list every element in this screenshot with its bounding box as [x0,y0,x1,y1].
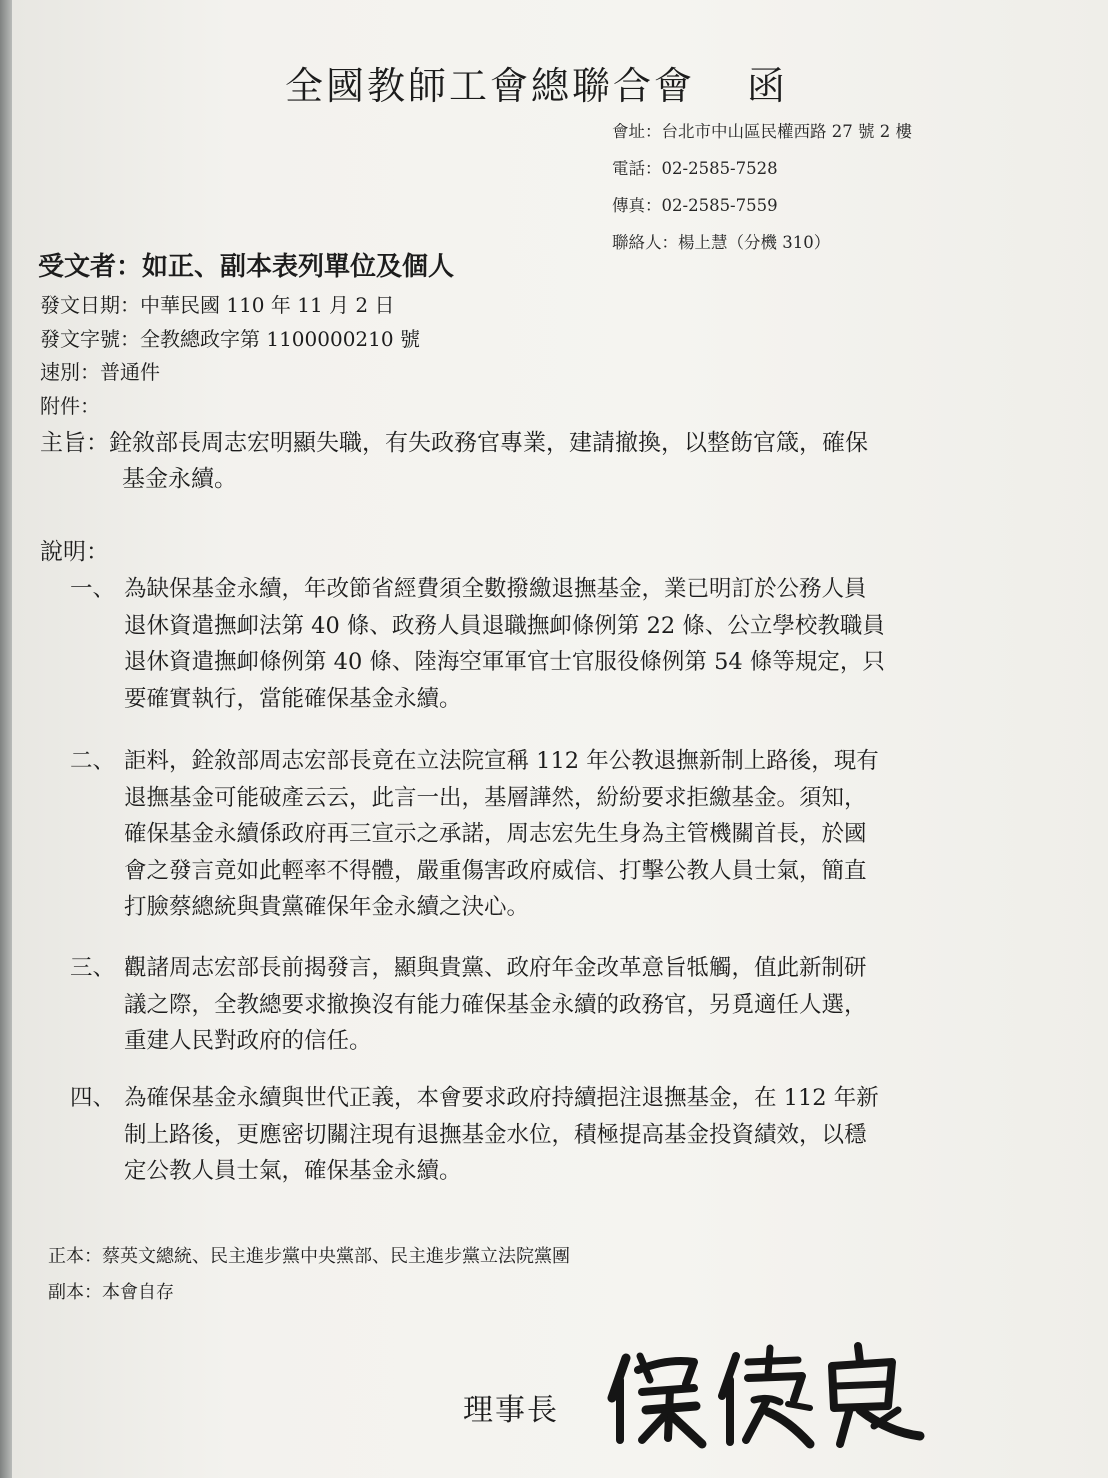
attachment: 附件： [40,394,100,418]
org-name: 全國教師工會總聯合會 [285,64,696,108]
explanation-item-2 [70,743,879,926]
subject [40,425,868,497]
item-line: 重建人民對政府的信任。 [124,1028,372,1054]
item-line: 退休資遣撫卹法第 40 條、政務人員退職撫卹條例第 22 條、公立學校教職員 [124,612,885,639]
item-line: 為缺保基金永續，年改節省經費須全數撥繳退撫基金，業已明訂於公務人員 [124,576,867,602]
original-recipients: 正本：蔡英文總統、民主進步黨中央黨部、民主進步黨立法院黨團 [48,1246,570,1267]
item-line: 要確實執行，當能確保基金永續。 [124,685,462,712]
item-line: 制上路後，更應密切關注現有退撫基金水位，積極提高基金投資績效，以穩 [124,1121,867,1148]
item-line: 退撫基金可能破產云云，此言一出，基層譁然，紛紛要求拒繳基金。須知， [124,784,867,811]
item-line: 會之發言竟如此輕率不得體，嚴重傷害政府威信、打擊公教人員士氣，簡直 [124,857,867,884]
signer-title: 理事長 [463,1393,559,1428]
item-line: 議之際，全教總要求撤換沒有能力確保基金永續的政務官，另覓適任人選， [124,991,867,1018]
phone-line: 電話：02-2585-7528 [612,159,778,178]
item-line: 打臉蔡總統與貴黨確保年金永續之決心。 [124,894,530,920]
item-line: 觀諸周志宏部長前揭發言，顯與貴黨、政府年金改革意旨牴觸，值此新制研 [124,955,867,981]
explanation-heading: 說明： [40,539,109,565]
chairman-signature [598,1340,928,1450]
item-line: 詎料，銓敘部周志宏部長竟在立法院宣稱 112 年公教退撫新制上路後，現有 [124,748,879,774]
explanation-item-1 [70,571,885,717]
issue-date: 發文日期：中華民國 110 年 11 月 2 日 [40,293,395,317]
subject-line: 基金永續。 [122,466,237,492]
letterhead-title [285,55,788,110]
priority: 速別：普通件 [40,360,160,384]
doc-number: 發文字號：全教總政字第 1100000210 號 [40,327,420,351]
explanation-item-4 [70,1080,879,1190]
address-line: 會址：台北市中山區民權西路 27 號 2 樓 [612,122,912,141]
paper-edge-shadow [0,0,12,1478]
item-label: 三、 [70,955,116,981]
item-label: 二、 [70,748,116,774]
fax-line: 傳真：02-2585-7559 [612,196,778,215]
item-line: 退休資遣撫卹條例第 40 條、陸海空軍軍官士官服役條例第 54 條等規定，只 [124,649,885,675]
item-line: 定公教人員士氣，確保基金永續。 [124,1158,462,1184]
contact-person-line: 聯絡人：楊上慧（分機 310） [612,233,831,252]
doc-type: 函 [747,64,789,108]
explanation-item-3 [70,950,867,1060]
copy-recipients: 副本：本會自存 [48,1282,174,1303]
item-label: 一、 [70,576,116,602]
recipient-line: 受文者：如正、副本表列單位及個人 [38,252,455,282]
subject-line: 主旨：銓敘部長周志宏明顯失職，有失政務官專業，建請撤換，以整飭官箴，確保 [40,430,868,456]
item-label: 四、 [70,1085,116,1111]
item-line: 確保基金永續係政府再三宣示之承諾，周志宏先生身為主管機關首長，於國 [124,821,867,847]
item-line: 為確保基金永續與世代正義，本會要求政府持續挹注退撫基金，在 112 年新 [124,1085,879,1111]
